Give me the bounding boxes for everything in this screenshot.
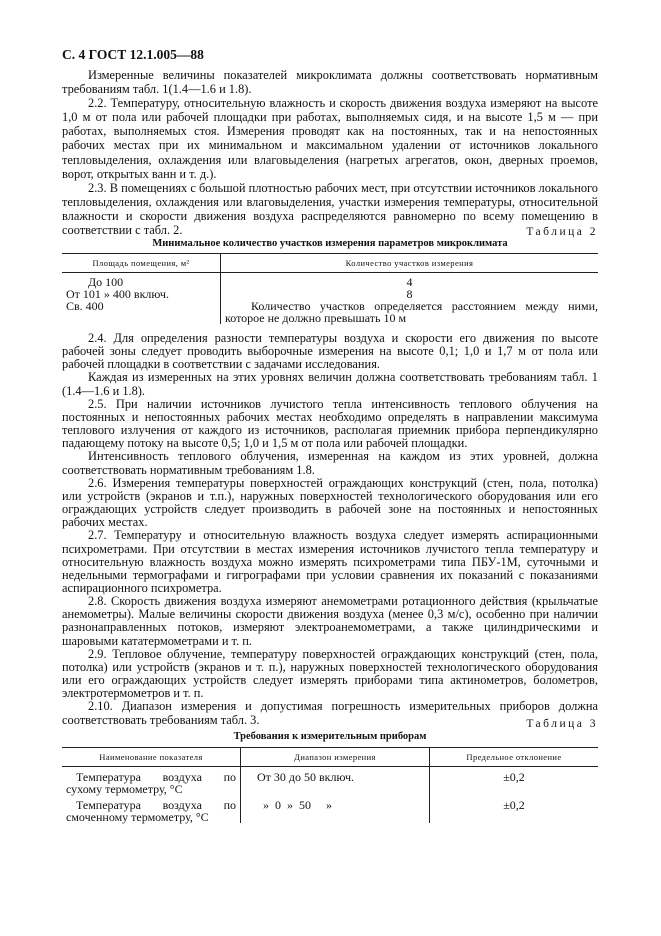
table-row [62,795,598,823]
paragraph-2-6: 2.6. Измерения температуры поверхностей ограждающих конструкций (стен, пола, потолка) или устройств (экранов и т.п.), наружных поверхностей технологического оборудования или его ограждающих устройств следует производить в рабочей зоне на постоянных и непостоянных рабочих местах. [62,475,598,530]
table3-title: Требования к измерительным приборам [233,731,427,742]
table-cell: От 30 до 50 включ. [241,767,430,796]
paragraph-2-10: 2.10. Диапазон измерения и допустимая погрешность измерительных приборов должна соответствовать требованиям табл. 3. [62,699,598,727]
text-block-1 [62,68,598,237]
table3-header-deviation: Предельное отклонение [430,748,599,767]
table-cell: ±0,2 [430,795,599,823]
table-cell: » 0 » 50 » [241,795,430,823]
paragraph: Интенсивность теплового облучения, измеренная на каждом из этих уровней, должна соответствовать нормативным требованиям 1.8. [62,449,598,477]
table3-label: Таблица 3 [526,718,598,730]
paragraph-2-5: 2.5. При наличии источников лучистого тепла интенсивность теплового облучения на постоянных и непостоянных рабочих местах необходимо определять в направлении максимума теплового излучения от каждого из источников, располагая приемник прибора перпендикулярно падающему потоку на высоте 0,5; 1,0 и 1,5 м от пола или рабочей площадки. [62,396,598,451]
table2-header-area: Площадь помещения, м² [62,254,221,273]
table-2 [62,253,598,324]
paragraph-2-4: 2.4. Для определения разности температуры воздуха и скорости его движения по высоте рабочей зоны следует проводить выборочные измерения на высоте 0,1; 1,0 и 1,7 м от пола или рабочей площадки в соответствии с задачами исследования. [62,331,598,372]
table-cell: До 100 [88,275,124,289]
table-cell: Температура воздуха по смоченному термометру, °С [66,798,236,824]
table-cell: 4 [221,273,599,289]
table-cell: ±0,2 [430,767,599,796]
table2-header-count: Количество участков измерения [221,254,599,273]
page-header: С. 4 ГОСТ 12.1.005—88 [62,47,204,62]
table2-title: Минимальное количество участков измерения параметров микроклимата [152,238,508,249]
table-cell: 8 [221,288,599,300]
table-row [62,273,598,289]
paragraph-2-7: 2.7. Температуру и относительную влажность воздуха следует измерять аспирационными психрометрами. При отсутствии в местах измерения источников лучистого тепла температуру и относительную влажность воздуха можно измерять психрометрами типа ПБУ-1М, суточными и недельными термографами и гигрографами при условии сравнения их показаний с показаниями аспирационного психрометра. [62,528,598,595]
table-3 [62,747,598,823]
table-cell: Количество участков определяется расстоянием между ними, которое не должно превышать 10 м [221,300,599,324]
table3-header-name: Наименование показателя [62,748,241,767]
table2-label: Таблица 2 [526,226,598,238]
paragraph: Каждая из измеренных на этих уровнях величин должна соответствовать требованиям табл. 1 (1.4—1.6 и 1.8). [62,370,598,398]
table-row [62,767,598,796]
paragraph-2-8: 2.8. Скорость движения воздуха измеряют анемометрами ротационного действия (крыльчатые анемометры). Малые величины скорости движения воздуха (менее 0,3 м/с), особенно при наличии разнонаправленных потоков, измеряют электроанемометрами, а также цилиндрическими и шаровыми кататермометрами и т. п. [62,594,598,648]
table-cell: От 101 » 400 включ. [66,287,169,301]
paragraph-2-9: 2.9. Тепловое облучение, температуру поверхностей ограждающих конструкций (стен, пола, потолка) или устройств (экранов и т. п.), наружных поверхностей технологического оборудования или его ограждающих устройств следует измерять приборами типа актинометров, болометров, электротермометров и т. п. [62,646,598,701]
table-cell: Температура воздуха по сухому термометру, °С [66,770,236,796]
paragraph-2-2: 2.2. Температуру, относительную влажность и скорость движения воздуха измеряют на высоте 1,0 м от пола или рабочей площадки при работах, выполняемых сидя, и на высоте 1,5 м — при работах, выполняемых стоя. Измерения проводят как на постоянных, так и на непостоянных рабочих местах при их минимальном и максимальном удалении от источников локального тепловыделения, охлаждения или влаговыделения (нагретых агрегатов, окон, дверных проемов, ворот, открытых ванн и т. д.). [62,96,598,181]
table-cell: Св. 400 [66,299,104,313]
text-block-2 [62,332,598,727]
paragraph: Измеренные величины показателей микроклимата должны соответствовать нормативным требованиям табл. 1(1.4—1.6 и 1.8). [62,68,598,97]
paragraph-2-3: 2.3. В помещениях с большой плотностью рабочих мест, при отсутствии источников локального тепловыделения, охлаждения или влаговыделения, участки измерения температуры, относительной влажности и скорости движения воздуха распределяются равномерно по всему помещению в соответствии с табл. 2. [62,180,598,238]
table-row [62,300,598,324]
table3-header-range: Диапазон измерения [241,748,430,767]
